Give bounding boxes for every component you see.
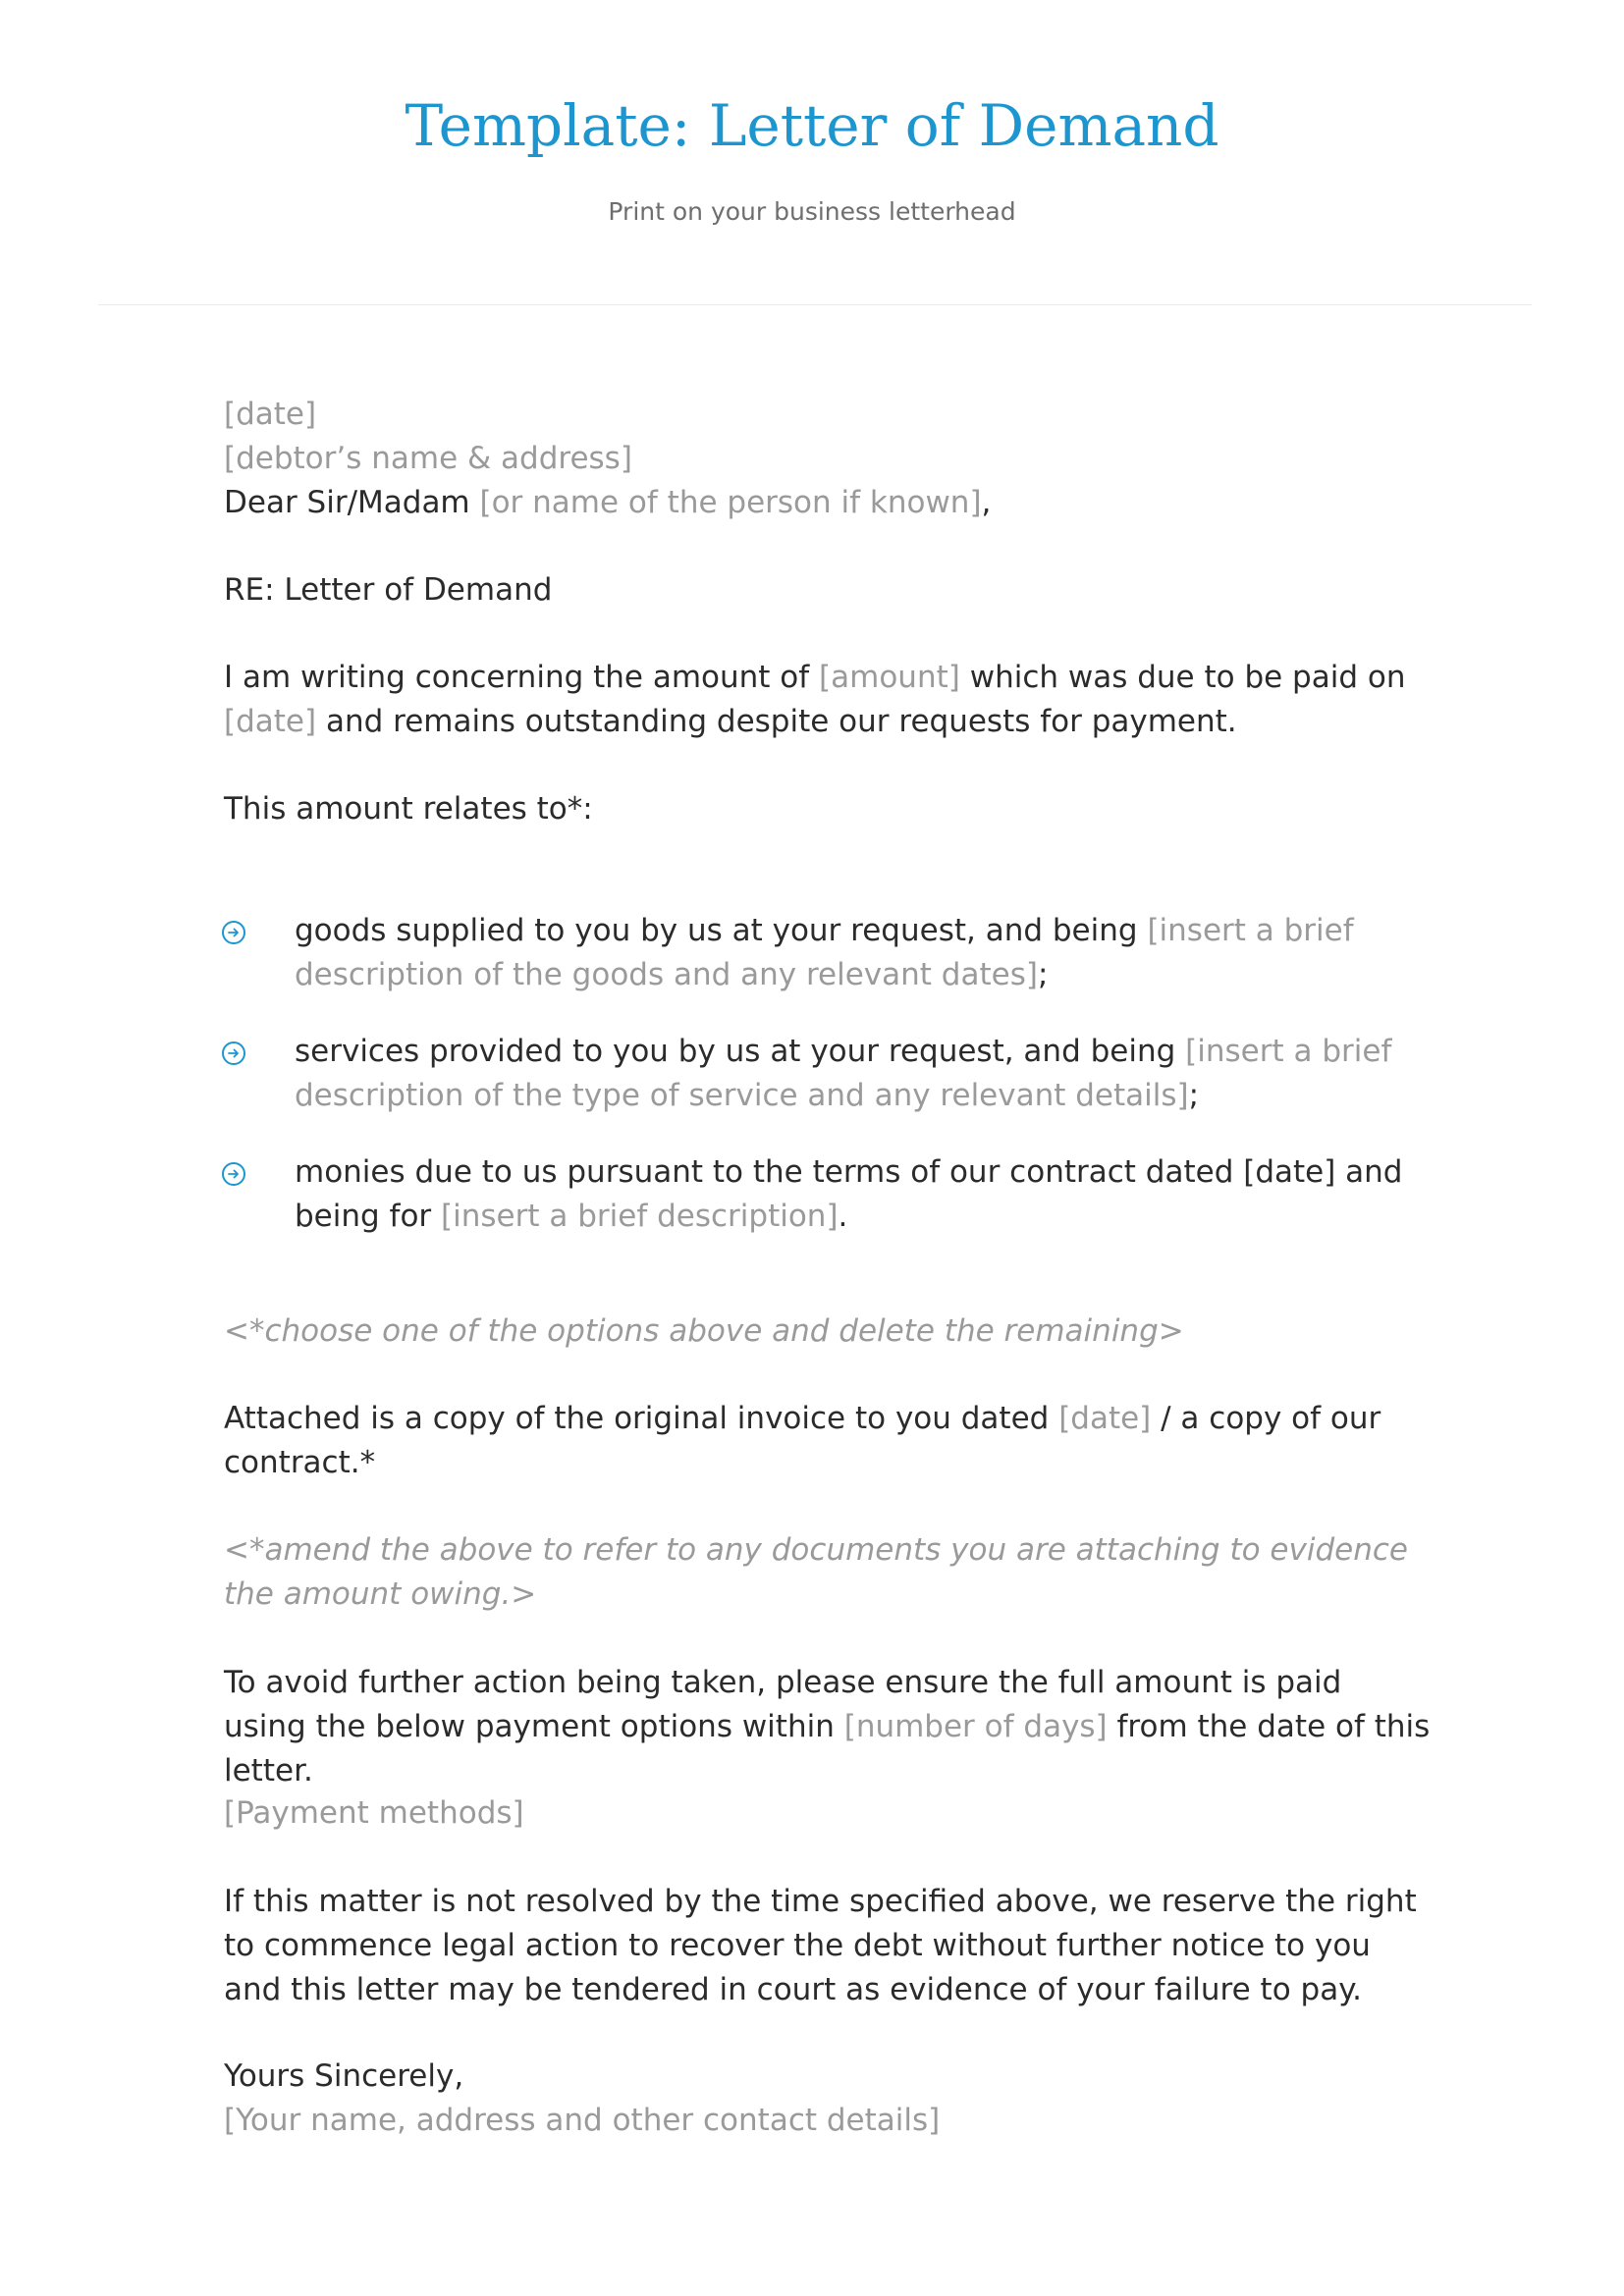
avoid-text-a: To avoid further action being taken, please ensure the full amount is paid using the below payment options within xyxy=(224,1665,1342,1744)
avoid-text-b: from the date of this letter. xyxy=(224,1709,1431,1789)
attached-paragraph xyxy=(224,1397,1432,1485)
list-item-text xyxy=(295,1030,1434,1118)
page-title: Template: Letter of Demand xyxy=(405,92,1219,159)
arrow-circle-right-icon xyxy=(222,921,245,944)
date-placeholder-text: [date] xyxy=(224,397,317,432)
relates-text: This amount relates to*: xyxy=(224,791,593,827)
signature-placeholder-text: [Your name, address and other contact details] xyxy=(224,2103,941,2138)
list-item-main: services provided to you by us at your request, and being xyxy=(295,1034,1186,1069)
paragraph-amount-a: I am writing concerning the amount of xyxy=(224,660,820,695)
list-item-text xyxy=(295,1150,1434,1239)
salutation-text: Dear Sir/Madam xyxy=(224,485,470,520)
invoice-date-placeholder: [date] xyxy=(1058,1401,1152,1436)
avoid-action-paragraph xyxy=(224,1661,1432,1793)
list-item-main: monies due to us pursuant to the terms of our contract dated [date] and being for xyxy=(295,1154,1403,1234)
legal-action-paragraph xyxy=(224,1880,1432,2012)
days-placeholder: [number of days] xyxy=(843,1709,1108,1744)
list-item-placeholder: [insert a brief description of the type of service and any relevant details] xyxy=(295,1034,1392,1113)
amount-placeholder: [amount] xyxy=(819,660,960,695)
amend-note-text: <*amend the above to refer to any documents you are attaching to evidence the amount owing.> xyxy=(224,1532,1408,1612)
re-line xyxy=(224,568,1432,613)
salutation-end: , xyxy=(981,485,992,520)
date-placeholder xyxy=(224,393,1432,437)
relates-line xyxy=(224,787,1432,831)
list-item-end: . xyxy=(838,1199,848,1234)
signature-placeholder xyxy=(224,2099,1432,2143)
closing-line xyxy=(224,2055,1432,2099)
header-divider xyxy=(98,304,1532,305)
list-item-text xyxy=(295,909,1434,997)
list-item-placeholder: [insert a brief description of the goods and any relevant dates] xyxy=(295,913,1354,992)
closing-text: Yours Sincerely, xyxy=(224,2058,464,2094)
list-item-placeholder: [insert a brief description] xyxy=(441,1199,839,1234)
re-line-text: RE: Letter of Demand xyxy=(224,572,553,608)
payment-methods-placeholder xyxy=(224,1791,1432,1836)
choose-option-note-text: <*choose one of the options above and delete the remaining> xyxy=(224,1313,1184,1349)
due-date-placeholder: [date] xyxy=(224,704,317,739)
paragraph-amount xyxy=(224,656,1432,744)
paragraph-amount-c: and remains outstanding despite our requests for payment. xyxy=(316,704,1237,739)
salutation-line xyxy=(224,481,1432,525)
payment-methods-text: [Payment methods] xyxy=(224,1795,524,1831)
list-item-main: goods supplied to you by us at your request, and being xyxy=(295,913,1148,948)
attached-text-a: Attached is a copy of the original invoice to you dated xyxy=(224,1401,1059,1436)
arrow-circle-right-icon xyxy=(222,1041,245,1065)
list-item-end: ; xyxy=(1037,957,1049,992)
debtor-placeholder xyxy=(224,437,1432,481)
page-subtitle: Print on your business letterhead xyxy=(608,197,1016,226)
debtor-placeholder-text: [debtor’s name & address] xyxy=(224,441,632,476)
attached-text-b: / a copy of our contract.* xyxy=(224,1401,1381,1480)
amend-note xyxy=(224,1528,1432,1617)
choose-option-note xyxy=(224,1309,1432,1354)
salutation-placeholder: [or name of the person if known] xyxy=(479,485,982,520)
paragraph-amount-b: which was due to be paid on xyxy=(959,660,1406,695)
legal-action-text: If this matter is not resolved by the time specified above, we reserve the right to commence legal action to recover the debt without further notice to you and this letter may be tendered in court as evidence of your failure to pay. xyxy=(224,1884,1417,2007)
list-item-end: ; xyxy=(1188,1078,1200,1113)
arrow-circle-right-icon xyxy=(222,1162,245,1186)
